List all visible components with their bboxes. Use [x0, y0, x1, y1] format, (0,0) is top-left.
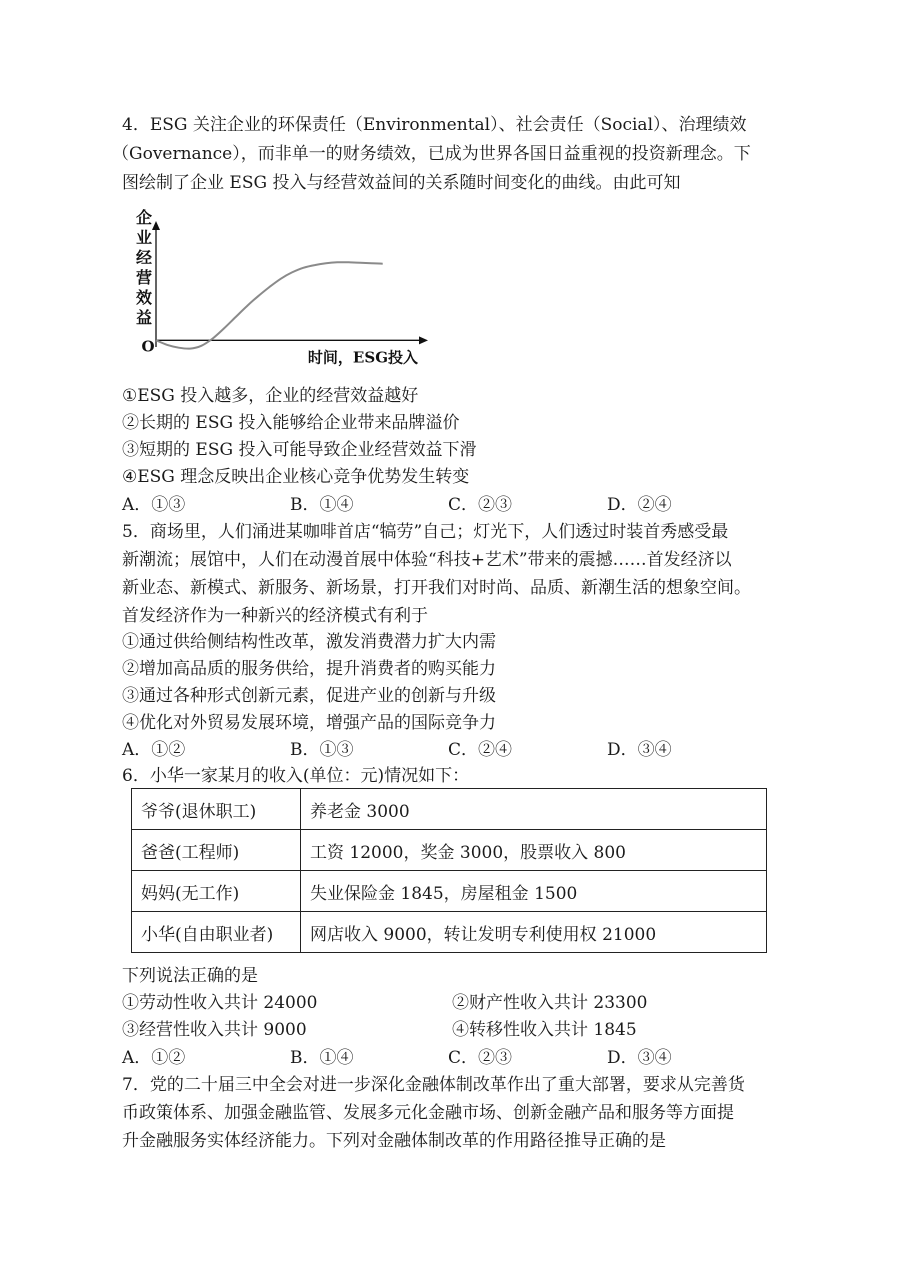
- q5-stem-line-1: 5．商场里，人们涌进某咖啡首店“犒劳”自己；灯光下，人们透过时装首秀感受最: [122, 522, 729, 542]
- q5-option-b[interactable]: B．①③: [290, 740, 354, 760]
- income-cell: 网店收入 9000，转让发明专利使用权 21000: [301, 912, 767, 953]
- y-axis-label-char: 营: [135, 268, 153, 287]
- q5-option-d[interactable]: D．③④: [607, 740, 672, 760]
- esg-chart: [128, 207, 430, 367]
- q5-option-a[interactable]: A．①②: [122, 740, 186, 760]
- origin-label: O: [141, 337, 155, 356]
- q4-item-1: ①ESG 投入越多，企业的经营效益越好: [122, 386, 419, 406]
- income-cell: 失业保险金 1845，房屋租金 1500: [301, 871, 767, 912]
- q5-options: [122, 737, 802, 763]
- q6-item-3: ③经营性收入共计 9000: [122, 1020, 307, 1040]
- esg-chart-svg: [128, 207, 430, 367]
- table-row: [132, 912, 767, 953]
- q5-stem-line-4: 首发经济作为一种新兴的经济模式有利于: [122, 606, 428, 626]
- q4-option-b[interactable]: B．①④: [290, 495, 354, 515]
- q6-item-2: ②财产性收入共计 23300: [452, 993, 648, 1013]
- q4-stem-line-2: （Governance），而非单一的财务绩效，已成为世界各国日益重视的投资新理念。下: [112, 144, 751, 164]
- q4-option-c[interactable]: C．②③: [448, 495, 513, 515]
- q6-items-row-2: [122, 1017, 802, 1043]
- q5-item-2: ②增加高品质的服务供给，提升消费者的购买能力: [122, 659, 496, 679]
- table-row: [132, 789, 767, 830]
- q6-option-a[interactable]: A．①②: [122, 1048, 186, 1068]
- q4-item-4: ④ESG 理念反映出企业核心竞争优势发生转变: [122, 467, 470, 487]
- income-table: [131, 788, 767, 953]
- q5-item-1: ①通过供给侧结构性改革，激发消费潜力扩大内需: [122, 632, 496, 652]
- y-axis-label-char: 益: [135, 308, 153, 327]
- table-row: [132, 830, 767, 871]
- member-cell: 爸爸(工程师): [132, 830, 301, 871]
- q5-item-3: ③通过各种形式创新元素，促进产业的创新与升级: [122, 686, 496, 706]
- y-axis-label-char: 企: [135, 208, 153, 227]
- q4-item-2: ②长期的 ESG 投入能够给企业带来品牌溢价: [122, 413, 460, 433]
- table-row: [132, 871, 767, 912]
- q6-options: [122, 1045, 802, 1071]
- q7-stem-line-1: 7．党的二十届三中全会对进一步深化金融体制改革作出了重大部署，要求从完善货: [122, 1075, 745, 1095]
- q5-stem-line-2: 新潮流；展馆中，人们在动漫首展中体验“科技+艺术”带来的震撼……首发经济以: [122, 550, 732, 570]
- q6-prompt: 下列说法正确的是: [122, 966, 258, 986]
- y-axis-label-char: 业: [135, 228, 153, 247]
- q4-option-d[interactable]: D．②④: [607, 495, 672, 515]
- q5-item-4: ④优化对外贸易发展环境，增强产品的国际竞争力: [122, 713, 496, 733]
- member-cell: 爷爷(退休职工): [132, 789, 301, 830]
- q5-stem-line-3: 新业态、新模式、新服务、新场景，打开我们对时尚、品质、新潮生活的想象空间。: [122, 578, 751, 598]
- q6-option-b[interactable]: B．①④: [290, 1048, 354, 1068]
- income-cell: 工资 12000，奖金 3000，股票收入 800: [301, 830, 767, 871]
- q6-item-1: ①劳动性收入共计 24000: [122, 993, 318, 1013]
- q4-option-a[interactable]: A．①③: [122, 495, 186, 515]
- q5-option-c[interactable]: C．②④: [448, 740, 513, 760]
- q6-option-c[interactable]: C．②③: [448, 1048, 513, 1068]
- member-cell: 小华(自由职业者): [132, 912, 301, 953]
- x-axis-arrow: [419, 336, 428, 344]
- q7-stem-line-3: 升金融服务实体经济能力。下列对金融体制改革的作用路径推导正确的是: [122, 1131, 666, 1151]
- q4-options: [122, 492, 802, 518]
- member-cell: 妈妈(无工作): [132, 871, 301, 912]
- x-axis-label: 时间，ESG投入: [307, 348, 418, 367]
- q6-item-4: ④转移性收入共计 1845: [452, 1020, 637, 1040]
- q4-stem-line-1: 4．ESG 关注企业的环保责任（Environmental）、社会责任（Social）、治理绩效: [122, 115, 747, 135]
- q6-option-d[interactable]: D．③④: [607, 1048, 672, 1068]
- y-axis-arrow: [152, 221, 160, 230]
- q7-stem-line-2: 币政策体系、加强金融监管、发展多元化金融市场、创新金融产品和服务等方面提: [122, 1103, 734, 1123]
- income-cell: 养老金 3000: [301, 789, 767, 830]
- q4-stem-line-3: 图绘制了企业 ESG 投入与经营效益间的关系随时间变化的曲线。由此可知: [122, 173, 681, 193]
- ebit-curve: [156, 262, 383, 348]
- q6-stem: 6．小华一家某月的收入(单位：元)情况如下：: [122, 766, 470, 786]
- q6-items-row-1: [122, 990, 802, 1016]
- y-axis-label-char: 效: [135, 288, 153, 307]
- q4-item-3: ③短期的 ESG 投入可能导致企业经营效益下滑: [122, 440, 477, 460]
- y-axis-label-char: 经: [135, 248, 153, 267]
